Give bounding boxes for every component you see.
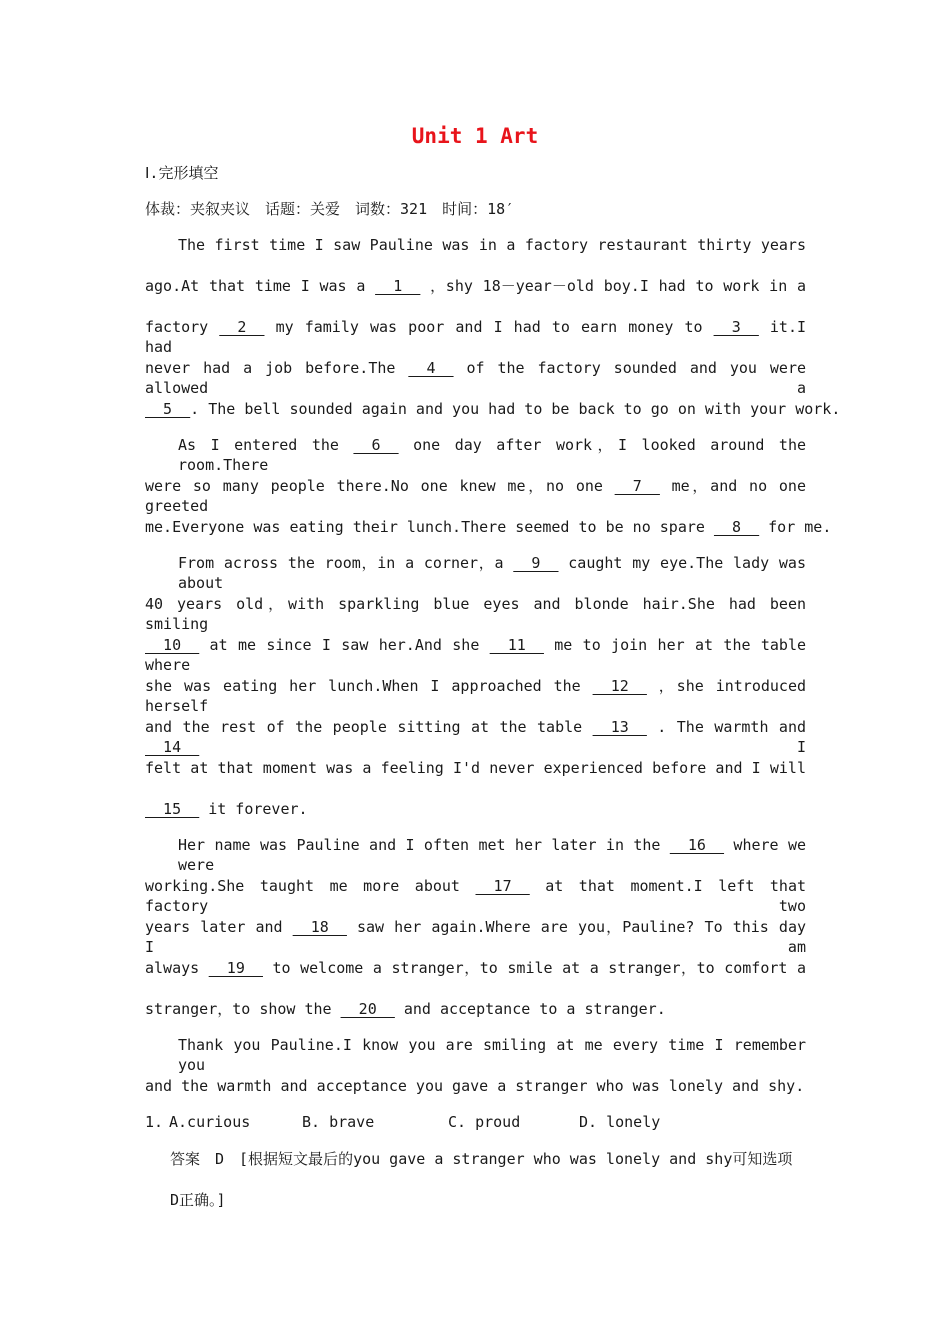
passage-line: felt at that moment was a feeling I'd never experienced before and I will [145, 759, 806, 777]
passage-line [145, 917, 807, 956]
passage-line [145, 717, 807, 756]
cloze-blank-14: __14__ [145, 738, 200, 756]
cloze-blank-8: __8__ [713, 518, 760, 536]
cloze-blank-19: __19__ [208, 959, 263, 977]
passage-line [145, 476, 806, 515]
passage-line [145, 876, 806, 915]
page-title: Unit 1 Art [411, 124, 539, 148]
section-heading: Ⅰ.完形填空 [145, 164, 219, 182]
line-text: my family was poor and I had to earn money to [275, 318, 703, 336]
line-text: and acceptance to a stranger. [403, 1000, 666, 1018]
option-b: B. brave [302, 1113, 375, 1131]
passage-line [145, 358, 807, 397]
line-text: saw her again.Where are you，Pauline? To this day I am [145, 918, 807, 956]
option-c: C. proud [448, 1113, 521, 1131]
line-text: Her name was Pauline and I often met her later in the [178, 836, 661, 854]
option-a: A.curious [169, 1113, 251, 1131]
option-d: D. lonely [579, 1113, 661, 1131]
cloze-blank-2: __2__ [219, 318, 265, 336]
passage-meta: 体裁：夹叙夹议 话题：关爱 词数：321 时间：18′ [145, 200, 515, 218]
line-text: caught my eye.The lady was about [178, 554, 806, 592]
passage-line [145, 958, 806, 978]
line-text: ，she introduced herself [145, 677, 807, 715]
passage-line: Thank you Pauline.I know you are smiling at me every time I remember you [178, 1036, 806, 1074]
line-text: From across the room，in a corner，a [178, 554, 504, 572]
line-text: she was eating her lunch.When I approached the [145, 677, 581, 695]
cloze-blank-9: __9__ [513, 554, 559, 572]
line-text: at that moment.I left that factory two [145, 877, 806, 915]
line-text: me，and no one greeted [145, 477, 806, 515]
line-text: at me since I saw her.And she [209, 636, 480, 654]
passage-line [145, 676, 807, 715]
passage-line [145, 999, 806, 1019]
line-text: I [796, 738, 806, 756]
line-text: and the rest of the people sitting at the table [145, 718, 583, 736]
passage-line: The first time I saw Pauline was in a factory restaurant thirty years [178, 236, 806, 254]
passage-line [145, 317, 807, 356]
cloze-blank-6: __6__ [353, 436, 399, 454]
cloze-blank-3: __3__ [713, 318, 759, 336]
cloze-blank-13: __13__ [592, 718, 647, 736]
line-text: to welcome a stranger，to smile at a stranger，to comfort a [272, 959, 807, 977]
question-number: 1. [145, 1113, 164, 1131]
cloze-blank-18: __18__ [292, 918, 347, 936]
line-text: ago.At that time I was a [145, 277, 366, 295]
line-text: ，shy 18－year－old boy.I had to work in a [430, 277, 807, 295]
cloze-blank-5: __5__ [145, 400, 191, 418]
cloze-blank-10: __10__ [145, 636, 200, 654]
question-1 [145, 1112, 806, 1132]
line-text: it.I had [145, 318, 807, 356]
line-text: years later and [145, 918, 283, 936]
passage-line [178, 435, 807, 474]
cloze-blank-15: __15__ [145, 800, 200, 818]
line-text: . The warmth and [657, 718, 807, 736]
cloze-blank-17: __17__ [475, 877, 530, 895]
passage-line [145, 399, 841, 419]
passage-line: and the warmth and acceptance you gave a stranger who was lonely and shy. [145, 1077, 805, 1095]
answer-explanation: 答案 D [根据短文最后的you gave a stranger who was lonely and shy可知选项 [170, 1150, 793, 1168]
cloze-blank-12: __12__ [592, 677, 647, 695]
line-text: me to join her at the table where [145, 636, 807, 674]
cloze-blank-4: __4__ [408, 359, 454, 377]
line-text: of the factory sounded and you were allowed a [145, 359, 807, 397]
passage-line [178, 835, 807, 874]
cloze-blank-7: __7__ [614, 477, 660, 495]
line-text: . The bell sounded again and you had to be back to go on with your work. [190, 400, 841, 418]
line-text: were so many people there.No one knew me，no one [145, 477, 603, 495]
line-text: factory [145, 318, 209, 336]
line-text: one day after work，I looked around the room.There [178, 436, 807, 474]
line-text: never had a job before.The [145, 359, 396, 377]
answer-explanation-cont: D正确。] [170, 1191, 226, 1209]
passage-line [178, 553, 806, 592]
line-text: for me. [768, 518, 832, 536]
passage-line [145, 517, 832, 537]
line-text: stranger，to show the [145, 1000, 332, 1018]
cloze-blank-1: __1__ [375, 277, 421, 295]
cloze-blank-16: __16__ [669, 836, 725, 854]
line-text: As I entered the [178, 436, 339, 454]
line-text: me.Everyone was eating their lunch.There seemed to be no spare [145, 518, 705, 536]
line-text: where we were [178, 836, 807, 874]
line-text: it forever. [208, 800, 308, 818]
passage-line [145, 276, 806, 296]
line-text: always [145, 959, 200, 977]
line-text: working.She taught me more about [145, 877, 460, 895]
passage-line: 40 years old，with sparkling blue eyes and blonde hair.She had been smiling [145, 595, 806, 633]
passage-line [145, 635, 807, 674]
passage-line [145, 799, 806, 819]
cloze-blank-20: __20__ [340, 1000, 395, 1018]
cloze-blank-11: __11__ [489, 636, 544, 654]
